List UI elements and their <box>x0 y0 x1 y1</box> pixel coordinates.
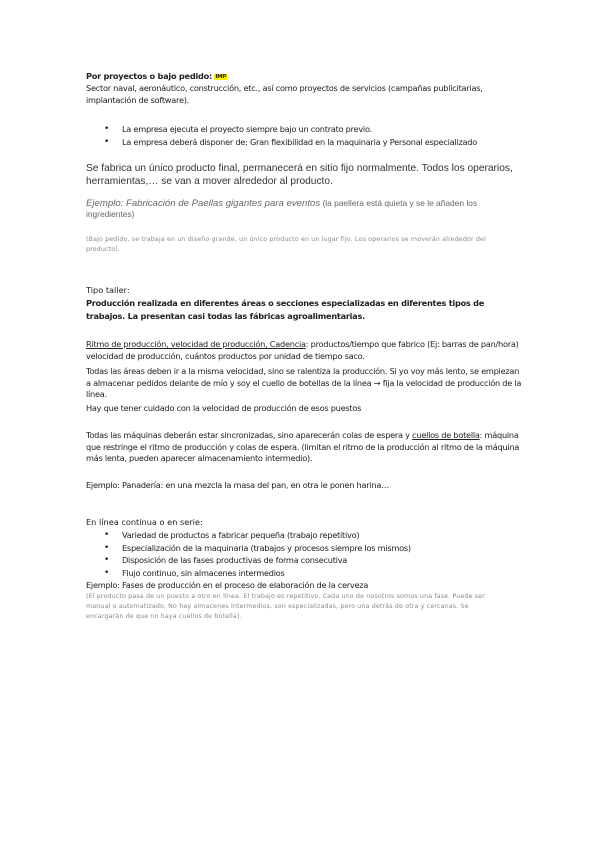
taller-ejemplo: Ejemplo: Panadería: en una mezcla la masa del pan, en otra le ponen harina… <box>86 480 390 490</box>
heading-taller: Tipo taller: <box>86 285 130 295</box>
proyectos-description: Sector naval, aeronáutico, construcción, etc., así como proyectos de servicios (campañas publicitarias, implantación de software). <box>86 83 483 105</box>
linea-bullet-list <box>86 529 526 580</box>
list-item: • Especialización de la maquinaria (trabajos y procesos siempre los mismos) <box>86 542 526 555</box>
list-item: • Flujo continuo, sin almacenes intermedios <box>86 567 526 580</box>
linea-ejemplo: Ejemplo: Fases de producción en el proceso de elaboración de la cerveza <box>86 580 369 590</box>
imp-highlight-tag: IMP <box>215 74 227 80</box>
heading-proyectos: Por proyectos o bajo pedido: <box>86 71 213 81</box>
proyectos-note: (Bajo pedido, se trabaja en un diseño grande, un único producto en un lugar fijo. Los operarios se moverán alrededor del producto). <box>86 236 486 253</box>
taller-areas: Todas las áreas deben ir a la misma velocidad, sino se ralentiza la producción. Si yo voy más lento, se empiezan a almacenar pedidos delante de mío y soy el cuello de botellas de la línea → fija la velocidad de producción de la línea. <box>86 366 522 399</box>
list-item: • La empresa ejecuta el proyecto siempre bajo un contrato previo. <box>86 124 526 136</box>
taller-description: Producción realizada en diferentes áreas o secciones especializadas en diferentes tipos de trabajos. La presentan casi todas las fábricas agroalimentarias. <box>86 298 485 321</box>
maquinas-text-b: : máquina que restringe el ritmo de producción y colas de espera. (limitan el ritmo de la producción al ritmo de la máquina más lenta, pueden aparecer almacenamiento intermedio). <box>86 430 520 463</box>
taller-maquinas <box>86 430 522 465</box>
proyectos-bullet-list <box>86 124 526 149</box>
ritmo-label: Ritmo de producción, velocidad de producción, Cadencia <box>86 339 306 349</box>
list-item: • Variedad de productos a fabricar pequeña (trabajo repetitivo) <box>86 529 526 542</box>
ejemplo-rest: (la paellera está quieta y se le añaden los ingredientes) <box>86 198 478 219</box>
proyectos-paragraph: Se fabrica un único producto final, permanecerá en sitio fijo normalmente. Todos los operarios, herramientas,… se van a mover alrededor al producto. <box>86 163 513 187</box>
section-proyectos-title <box>86 71 526 84</box>
proyectos-ejemplo <box>86 198 516 220</box>
ritmo-rest: : productos/tiempo que fabrico (Ej: barras de pan/hora) velocidad de producción, cuántos productos por unidad de tiempo saco. <box>86 339 519 361</box>
taller-ritmo <box>86 339 524 362</box>
cuellos-de-botella: cuellos de botella <box>412 430 480 440</box>
ejemplo-label: Ejemplo: Fabricación de Paellas gigantes para eventos <box>86 198 321 209</box>
list-item: • La empresa deberá disponer de: Gran flexibilidad en la maquinaria y Personal especializado <box>86 137 526 149</box>
list-item: • Disposición de las fases productivas de forma consecutiva <box>86 554 526 567</box>
taller-cuidado: Hay que tener cuidado con la velocidad de producción de esos puestos <box>86 403 362 413</box>
heading-linea: En línea continua o en serie: <box>86 517 203 527</box>
linea-note: (El producto pasa de un puesto a otro en línea. El trabajo es repetitivo. Cada uno de nosotros somos una fase. Puede ser manual o automatizado. No hay almacenes intermedios, son especializadas, pero una detrás de otra y cercanas. Se encargarán de que no haya cuellos de botella). <box>86 593 486 620</box>
maquinas-text-a: Todas las máquinas deberán estar sincronizadas, sino aparecerán colas de espera y <box>86 430 413 440</box>
